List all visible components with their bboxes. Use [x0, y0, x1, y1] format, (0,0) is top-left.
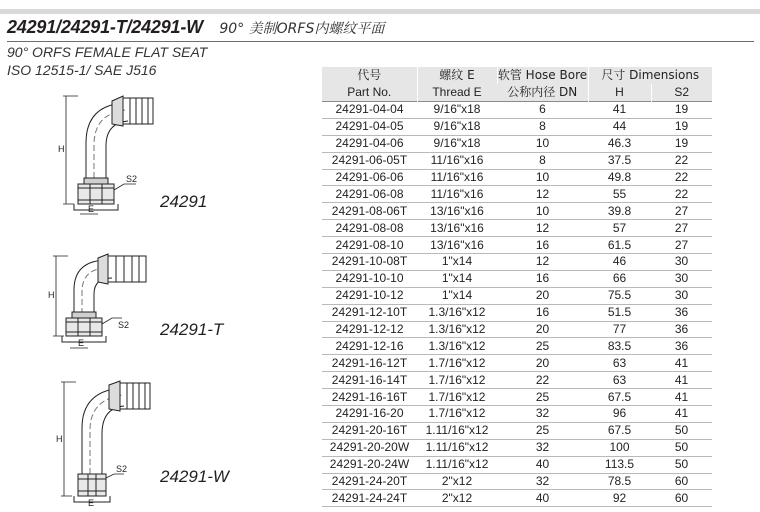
cell-part-no: 24291-04-05	[322, 118, 417, 135]
page-title	[7, 17, 384, 41]
dim-s2-label: S2	[116, 464, 128, 474]
cell-part-no: 24291-06-06	[322, 169, 417, 186]
table-row	[322, 439, 712, 456]
cell-dn: 10	[497, 135, 588, 152]
cell-s2: 19	[651, 102, 712, 119]
cell-part-no: 24291-16-16T	[322, 389, 417, 406]
cell-dn: 32	[497, 473, 588, 490]
cell-thread: 1.3/16"x12	[417, 304, 497, 321]
table-row	[322, 406, 712, 423]
model-label-24291: 24291	[160, 192, 208, 211]
cell-s2: 30	[651, 254, 712, 271]
spec-table	[322, 67, 712, 507]
cell-thread: 9/16"x18	[417, 135, 497, 152]
cell-h: 100	[588, 439, 651, 456]
cell-part-no: 24291-12-16	[322, 338, 417, 355]
header-s2: S2	[651, 84, 712, 102]
title-divider	[7, 41, 754, 42]
cell-part-no: 24291-20-16T	[322, 422, 417, 439]
header-dn: 公称内径 DN	[497, 84, 588, 102]
cell-part-no: 24291-10-10	[322, 270, 417, 287]
model-label-24291-T: 24291-T	[160, 320, 224, 339]
header-thread: 螺纹 E Thread E	[417, 67, 497, 102]
model-label-24291-W: 24291-W	[160, 467, 229, 486]
cell-s2: 41	[651, 355, 712, 372]
table-row	[322, 372, 712, 389]
cell-s2: 19	[651, 118, 712, 135]
cell-dn: 32	[497, 406, 588, 423]
cell-part-no: 24291-04-04	[322, 102, 417, 119]
table-row	[322, 473, 712, 490]
table-row	[322, 270, 712, 287]
cell-part-no: 24291-16-20	[322, 406, 417, 423]
dim-h-label: H	[48, 290, 55, 300]
cell-thread: 1"x14	[417, 254, 497, 271]
table-row	[322, 355, 712, 372]
cell-thread: 1.7/16"x12	[417, 355, 497, 372]
cell-thread: 2"x12	[417, 473, 497, 490]
table-row	[322, 304, 712, 321]
table-row	[322, 118, 712, 135]
cell-s2: 27	[651, 237, 712, 254]
cell-part-no: 24291-16-14T	[322, 372, 417, 389]
cell-h: 49.8	[588, 169, 651, 186]
table-row	[322, 456, 712, 473]
table-row	[322, 186, 712, 203]
title-main: 24291/24291-T/24291-W	[7, 17, 203, 37]
cell-dn: 20	[497, 287, 588, 304]
dim-e-label: E	[88, 498, 95, 508]
cell-h: 83.5	[588, 338, 651, 355]
cell-part-no: 24291-04-06	[322, 135, 417, 152]
cell-s2: 36	[651, 304, 712, 321]
cell-part-no: 24291-12-10T	[322, 304, 417, 321]
cell-dn: 12	[497, 254, 588, 271]
cell-h: 51.5	[588, 304, 651, 321]
cell-dn: 25	[497, 389, 588, 406]
cell-s2: 27	[651, 220, 712, 237]
cell-h: 55	[588, 186, 651, 203]
cell-thread: 2"x12	[417, 490, 497, 507]
cell-thread: 9/16"x18	[417, 102, 497, 119]
cell-dn: 25	[497, 338, 588, 355]
cell-s2: 22	[651, 152, 712, 169]
cell-h: 92	[588, 490, 651, 507]
table-row	[322, 422, 712, 439]
fitting-drawing-24291-W	[8, 378, 158, 508]
cell-thread: 1.11/16"x12	[417, 422, 497, 439]
table-row	[322, 169, 712, 186]
cell-thread: 13/16"x16	[417, 203, 497, 220]
subtitle-description: 90° ORFS FEMALE FLAT SEAT	[7, 44, 208, 60]
cell-h: 63	[588, 372, 651, 389]
header-part-no: 代号 Part No.	[322, 67, 417, 102]
cell-h: 113.5	[588, 456, 651, 473]
cell-thread: 1"x14	[417, 287, 497, 304]
cell-dn: 16	[497, 237, 588, 254]
cell-h: 67.5	[588, 422, 651, 439]
cell-s2: 50	[651, 439, 712, 456]
cell-dn: 10	[497, 169, 588, 186]
header-h: H	[588, 84, 651, 102]
cell-s2: 41	[651, 406, 712, 423]
dim-s2-label: S2	[118, 320, 130, 330]
cell-dn: 6	[497, 102, 588, 119]
cell-thread: 1"x14	[417, 270, 497, 287]
cell-s2: 41	[651, 389, 712, 406]
table-row	[322, 254, 712, 271]
cell-h: 46.3	[588, 135, 651, 152]
cell-dn: 12	[497, 220, 588, 237]
cell-h: 41	[588, 102, 651, 119]
cell-part-no: 24291-20-24W	[322, 456, 417, 473]
cell-part-no: 24291-24-24T	[322, 490, 417, 507]
cell-dn: 16	[497, 270, 588, 287]
cell-part-no: 24291-08-06T	[322, 203, 417, 220]
cell-part-no: 24291-16-12T	[322, 355, 417, 372]
fitting-drawing-24291-T	[8, 252, 158, 352]
cell-thread: 11/16"x16	[417, 152, 497, 169]
cell-dn: 8	[497, 118, 588, 135]
dim-e-label: E	[88, 204, 95, 214]
header-hose-bore: 软管 Hose Bore	[497, 68, 588, 82]
cell-part-no: 24291-08-10	[322, 237, 417, 254]
cell-part-no: 24291-20-20W	[322, 439, 417, 456]
cell-h: 66	[588, 270, 651, 287]
table-row	[322, 237, 712, 254]
subtitle-standard: ISO 12515-1/ SAE J516	[7, 62, 157, 78]
cell-dn: 20	[497, 355, 588, 372]
cell-dn: 10	[497, 203, 588, 220]
cell-s2: 22	[651, 186, 712, 203]
cell-h: 77	[588, 321, 651, 338]
cell-thread: 13/16"x16	[417, 237, 497, 254]
cell-part-no: 24291-06-08	[322, 186, 417, 203]
cell-h: 44	[588, 118, 651, 135]
cell-thread: 11/16"x16	[417, 186, 497, 203]
dim-h-label: H	[56, 434, 63, 444]
cell-thread: 1.7/16"x12	[417, 372, 497, 389]
cell-h: 39.8	[588, 203, 651, 220]
cell-s2: 41	[651, 372, 712, 389]
cell-thread: 1.7/16"x12	[417, 406, 497, 423]
cell-dn: 22	[497, 372, 588, 389]
table-row	[322, 220, 712, 237]
cell-thread: 1.3/16"x12	[417, 321, 497, 338]
cell-h: 67.5	[588, 389, 651, 406]
dim-h-label: H	[58, 144, 65, 154]
cell-dn: 40	[497, 490, 588, 507]
cell-dn: 12	[497, 186, 588, 203]
cell-s2: 36	[651, 321, 712, 338]
cell-thread: 1.11/16"x12	[417, 439, 497, 456]
cell-s2: 50	[651, 456, 712, 473]
cell-thread: 1.3/16"x12	[417, 338, 497, 355]
cell-thread: 9/16"x18	[417, 118, 497, 135]
cell-thread: 13/16"x16	[417, 220, 497, 237]
cell-s2: 22	[651, 169, 712, 186]
table-row	[322, 321, 712, 338]
cell-dn: 20	[497, 321, 588, 338]
table-row	[322, 287, 712, 304]
cell-s2: 30	[651, 287, 712, 304]
cell-h: 75.5	[588, 287, 651, 304]
table-row	[322, 203, 712, 220]
header-dimensions: 尺寸 Dimensions	[588, 67, 712, 84]
cell-h: 46	[588, 254, 651, 271]
dim-e-label: E	[78, 338, 85, 348]
cell-thread: 11/16"x16	[417, 169, 497, 186]
cell-s2: 36	[651, 338, 712, 355]
cell-dn: 16	[497, 304, 588, 321]
cell-part-no: 24291-10-08T	[322, 254, 417, 271]
cell-dn: 8	[497, 152, 588, 169]
cell-dn: 32	[497, 439, 588, 456]
cell-h: 96	[588, 406, 651, 423]
table-row	[322, 102, 712, 119]
cell-thread: 1.11/16"x12	[417, 456, 497, 473]
cell-part-no: 24291-08-08	[322, 220, 417, 237]
cell-part-no: 24291-10-12	[322, 287, 417, 304]
top-header-bar	[0, 9, 760, 14]
cell-part-no: 24291-24-20T	[322, 473, 417, 490]
cell-h: 78.5	[588, 473, 651, 490]
cell-h: 57	[588, 220, 651, 237]
title-chinese: 90° 美制ORFS内螺纹平面	[219, 21, 385, 37]
cell-dn: 25	[497, 422, 588, 439]
table-row	[322, 389, 712, 406]
cell-h: 61.5	[588, 237, 651, 254]
cell-s2: 30	[651, 270, 712, 287]
table-row	[322, 152, 712, 169]
table-row	[322, 135, 712, 152]
cell-dn: 40	[497, 456, 588, 473]
cell-s2: 19	[651, 135, 712, 152]
cell-h: 63	[588, 355, 651, 372]
cell-thread: 1.7/16"x12	[417, 389, 497, 406]
table-header-row-1	[322, 67, 712, 84]
fitting-drawing-24291	[8, 88, 158, 218]
dim-s2-label: S2	[126, 174, 138, 184]
cell-s2: 60	[651, 473, 712, 490]
table-row	[322, 490, 712, 507]
cell-s2: 27	[651, 203, 712, 220]
cell-s2: 50	[651, 422, 712, 439]
cell-h: 37.5	[588, 152, 651, 169]
table-row	[322, 338, 712, 355]
table-body	[322, 102, 712, 507]
cell-part-no: 24291-12-12	[322, 321, 417, 338]
cell-s2: 60	[651, 490, 712, 507]
cell-part-no: 24291-06-05T	[322, 152, 417, 169]
